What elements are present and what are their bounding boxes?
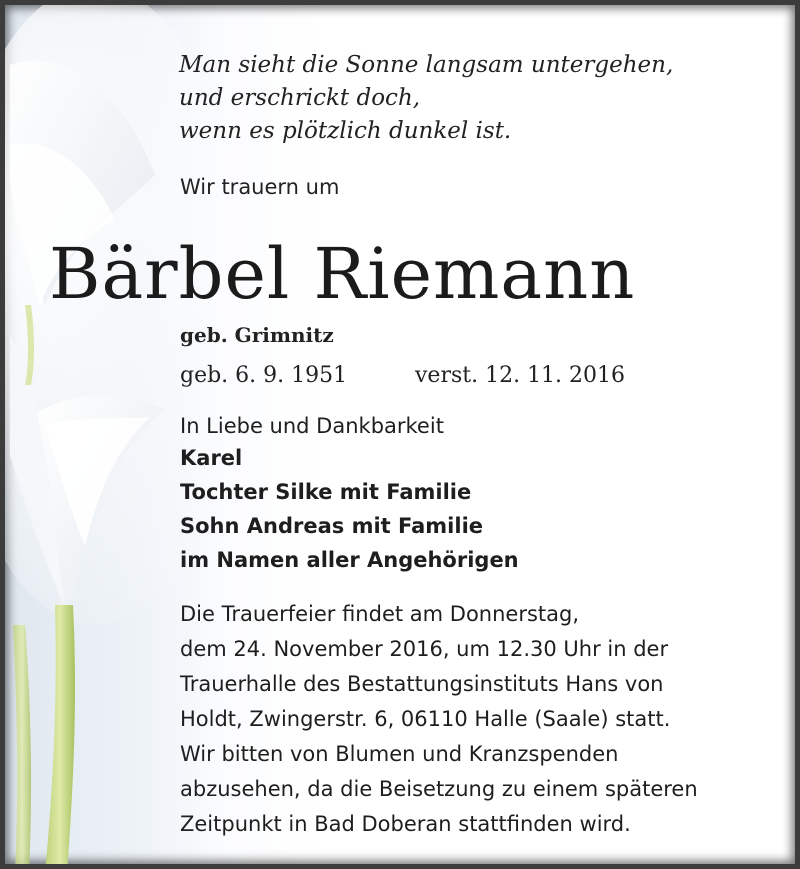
- mourners-intro: In Liebe und Dankbarkeit: [180, 414, 444, 438]
- poem-line-1: Man sieht die Sonne langsam untergehen,: [179, 52, 674, 78]
- death-date: verst. 12. 11. 2016: [415, 363, 626, 388]
- mourner-name: Karel: [180, 446, 243, 470]
- funeral-notice-line: Zeitpunkt in Bad Doberan stattfinden wird.: [180, 812, 631, 836]
- maiden-name: geb. Grimnitz: [180, 323, 334, 347]
- mourner-name: Sohn Andreas mit Familie: [180, 514, 484, 538]
- mourner-name: im Namen aller Angehörigen: [180, 548, 519, 572]
- birth-date: geb. 6. 9. 1951: [180, 363, 348, 388]
- funeral-notice-line: Wir bitten von Blumen und Kranzspenden: [180, 742, 619, 766]
- poem-line-2: und erschrickt doch,: [179, 85, 421, 111]
- mourner-name: Tochter Silke mit Familie: [180, 480, 472, 504]
- mourning-intro: Wir trauern um: [180, 175, 340, 199]
- funeral-notice-line: Trauerhalle des Bestattungsinstituts Hans von: [180, 672, 664, 696]
- funeral-notice-line: abzusehen, da die Beisetzung zu einem späteren: [180, 777, 698, 801]
- funeral-notice-line: dem 24. November 2016, um 12.30 Uhr in der: [180, 637, 669, 661]
- funeral-notice-line: Holdt, Zwingerstr. 6, 06110 Halle (Saale) statt.: [180, 707, 671, 731]
- deceased-name: Bärbel Riemann: [49, 233, 636, 315]
- poem-line-3: wenn es plötzlich dunkel ist.: [179, 118, 512, 144]
- funeral-notice-line: Die Trauerfeier findet am Donnerstag,: [180, 602, 580, 626]
